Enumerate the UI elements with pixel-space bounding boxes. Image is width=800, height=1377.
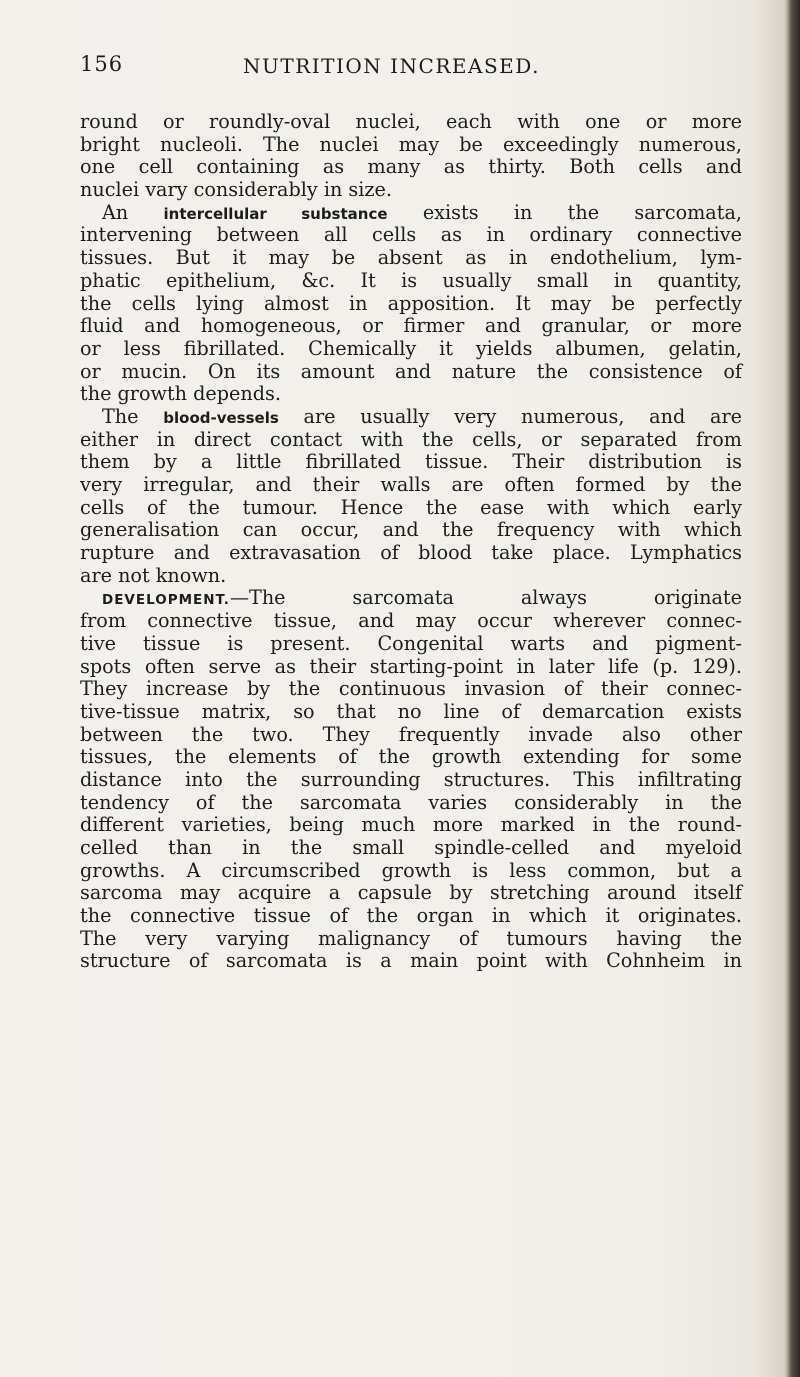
text-line: phatic epithelium, &c. It is usually small in quantity, [80,268,742,292]
running-title: NUTRITION INCREASED. [243,54,540,78]
text-line: spots often serve as their starting-point in later life (p. 129). [80,654,742,678]
term-development: DEVELOPMENT. [102,592,230,609]
text-line: are not known. [80,563,227,587]
text-line [80,406,742,429]
text-line: either in direct contact with the cells, or separated from [80,427,742,451]
line-rest: —The sarcomata always originate [229,586,742,610]
text-line: intervening between all cells as in ordinary connective [80,223,742,247]
text-line: rupture and extravasation of blood take place. Lymphatics [80,541,742,565]
text-line: generalisation can occur, and the frequency with which [80,518,742,542]
page-header [80,52,740,82]
text-line: very irregular, and their walls are often formed by the [80,473,742,496]
text-line: cells of the tumour. Hence the ease with which early [80,495,742,519]
text-line: sarcoma may acquire a capsule by stretching around itself [80,881,742,905]
text-line: distance into the surrounding structures. This infiltrating [80,767,742,791]
text-line: bright nucleoli. The nuclei may be exceedingly numerous, [80,132,742,156]
text-line [80,202,742,225]
text-line: from connective tissue, and may occur wherever connec- [80,609,742,633]
text-line: the connective tissue of the organ in which it originates. [80,904,742,928]
text-line: tendency of the sarcomata varies considerably in the [80,790,742,814]
term-blood-vessels: blood-vessels [163,408,279,427]
page-number: 156 [80,52,124,76]
line-rest: exists in the sarcomata, [387,200,742,224]
text-line [80,587,742,610]
line-lead: An [102,200,164,224]
line-lead: The [102,404,164,428]
body-text [80,111,742,973]
text-line: one cell containing as many as thirty. Both cells and [80,155,742,179]
text-line: tissues, the elements of the growth extending for some [80,745,742,769]
text-line: The very varying malignancy of tumours having the [80,926,742,950]
term-intercellular-substance: intercellular substance [163,204,388,223]
text-line: the growth depends. [80,382,281,406]
text-line: tive-tissue matrix, so that no line of demarcation exists [80,699,742,723]
text-line: or less fibrillated. Chemically it yields albumen, gelatin, [80,336,742,360]
text-line: round or roundly-oval nuclei, each with one or more [80,110,742,133]
text-line: tive tissue is present. Congenital warts and pigment- [80,631,742,655]
text-line: growths. A circumscribed growth is less common, but a [80,858,742,882]
text-line: them by a little fibrillated tissue. Their distribution is [80,450,742,474]
text-line: They increase by the continuous invasion of their connec- [80,677,742,701]
text-line: fluid and homogeneous, or firmer and granular, or more [80,314,742,338]
text-line: the cells lying almost in apposition. It may be perfectly [80,291,742,315]
text-line: celled than in the small spindle-celled and myeloid [80,836,742,859]
text-line: different varieties, being much more marked in the round- [80,813,742,837]
text-line: tissues. But it may be absent as in endothelium, lym- [80,246,742,270]
text-line: nuclei vary considerably in size. [80,178,392,202]
book-spine-edge [786,0,800,1377]
text-line: structure of sarcomata is a main point with Cohnheim in [80,949,742,973]
text-line: or mucin. On its amount and nature the consistence of [80,359,742,383]
line-rest: are usually very numerous, and are [278,404,742,428]
text-line: between the two. They frequently invade also other [80,722,742,746]
